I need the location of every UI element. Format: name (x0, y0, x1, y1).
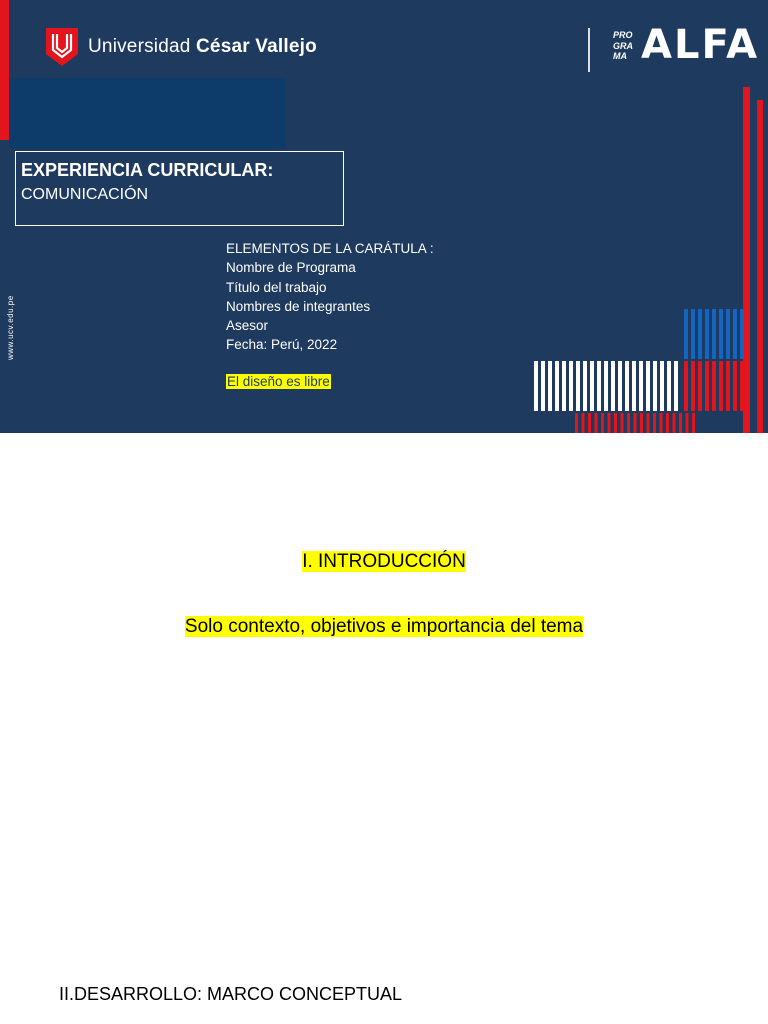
stripe (534, 361, 538, 411)
stripe (684, 309, 688, 359)
stripe (618, 361, 622, 411)
stripe (705, 309, 709, 359)
stripe (632, 361, 636, 411)
curricular-subject: COMUNICACIÓN (21, 186, 149, 203)
stripe (692, 413, 695, 433)
stripe (667, 361, 671, 411)
stripe (634, 413, 637, 433)
stripe (583, 361, 587, 411)
stripe (740, 361, 744, 411)
stripe (733, 309, 737, 359)
stripe (576, 361, 580, 411)
stripe (673, 413, 676, 433)
stripe (555, 361, 559, 411)
stripe (625, 361, 629, 411)
introduction-text-content: Solo contexto, objetivos e importancia del tema (184, 616, 584, 637)
stripe (719, 361, 723, 411)
stripe (604, 361, 608, 411)
cover-element: Fecha: Perú, 2022 (226, 337, 338, 353)
stripe (590, 361, 594, 411)
website-url: www.ucv.edu.pe (6, 295, 15, 360)
development-heading: II.DESARROLLO: MARCO CONCEPTUAL (59, 984, 403, 1004)
red-stripes (684, 361, 744, 411)
stripe (705, 361, 709, 411)
blue-stripes (684, 309, 744, 359)
stripe (653, 413, 656, 433)
program-alfa-logo: ALFA (641, 22, 760, 68)
cover-element: Título del trabajo (226, 279, 327, 295)
stripe (674, 361, 678, 411)
stripe (601, 413, 604, 433)
stripe (575, 413, 578, 433)
stripe (733, 361, 737, 411)
stripe (614, 413, 617, 433)
stripe (582, 413, 585, 433)
stripe (608, 413, 611, 433)
cover-element: Nombres de integrantes (226, 298, 371, 314)
decorative-stripes (0, 0, 768, 433)
cover-element-heading: ELEMENTOS DE LA CARÁTULA : (226, 241, 434, 256)
stripe (653, 361, 657, 411)
stripe (679, 413, 682, 433)
stripe (726, 309, 730, 359)
cover-element: Asesor (226, 318, 269, 334)
stripe (569, 361, 573, 411)
white-stripes (534, 361, 678, 411)
design-note: El diseño es libre (227, 374, 330, 389)
stripe (726, 361, 730, 411)
stripe (562, 361, 566, 411)
stripe (691, 361, 695, 411)
stripe (647, 413, 650, 433)
program-label: PRO GRA MA (613, 30, 633, 61)
introduction-heading (0, 551, 768, 573)
stripe (646, 361, 650, 411)
cover-page (0, 0, 768, 433)
curricular-title: EXPERIENCIA CURRICULAR: (21, 160, 274, 180)
stripe (684, 361, 688, 411)
stripe (541, 361, 545, 411)
stripe (595, 413, 598, 433)
stripe (712, 361, 716, 411)
stripe (640, 413, 643, 433)
stripe (660, 413, 663, 433)
cover-element: Nombre de Programa (226, 260, 356, 276)
stripe (698, 309, 702, 359)
stripe (712, 309, 716, 359)
stripe (639, 361, 643, 411)
stripe (621, 413, 624, 433)
stripe (611, 361, 615, 411)
stripe (597, 361, 601, 411)
stripe (666, 413, 669, 433)
stripe (627, 413, 630, 433)
red-bottom-stripes (575, 413, 695, 433)
stripe (588, 413, 591, 433)
red-vertical-bars (743, 87, 763, 433)
introduction-text (0, 616, 768, 638)
introduction-heading-text: I. INTRODUCCIÓN (302, 551, 466, 572)
stripe (719, 309, 723, 359)
stripe (698, 361, 702, 411)
university-name: Universidad César Vallejo (88, 36, 317, 57)
stripe (686, 413, 689, 433)
stripe (691, 309, 695, 359)
stripe (740, 309, 744, 359)
stripe (548, 361, 552, 411)
stripe (660, 361, 664, 411)
